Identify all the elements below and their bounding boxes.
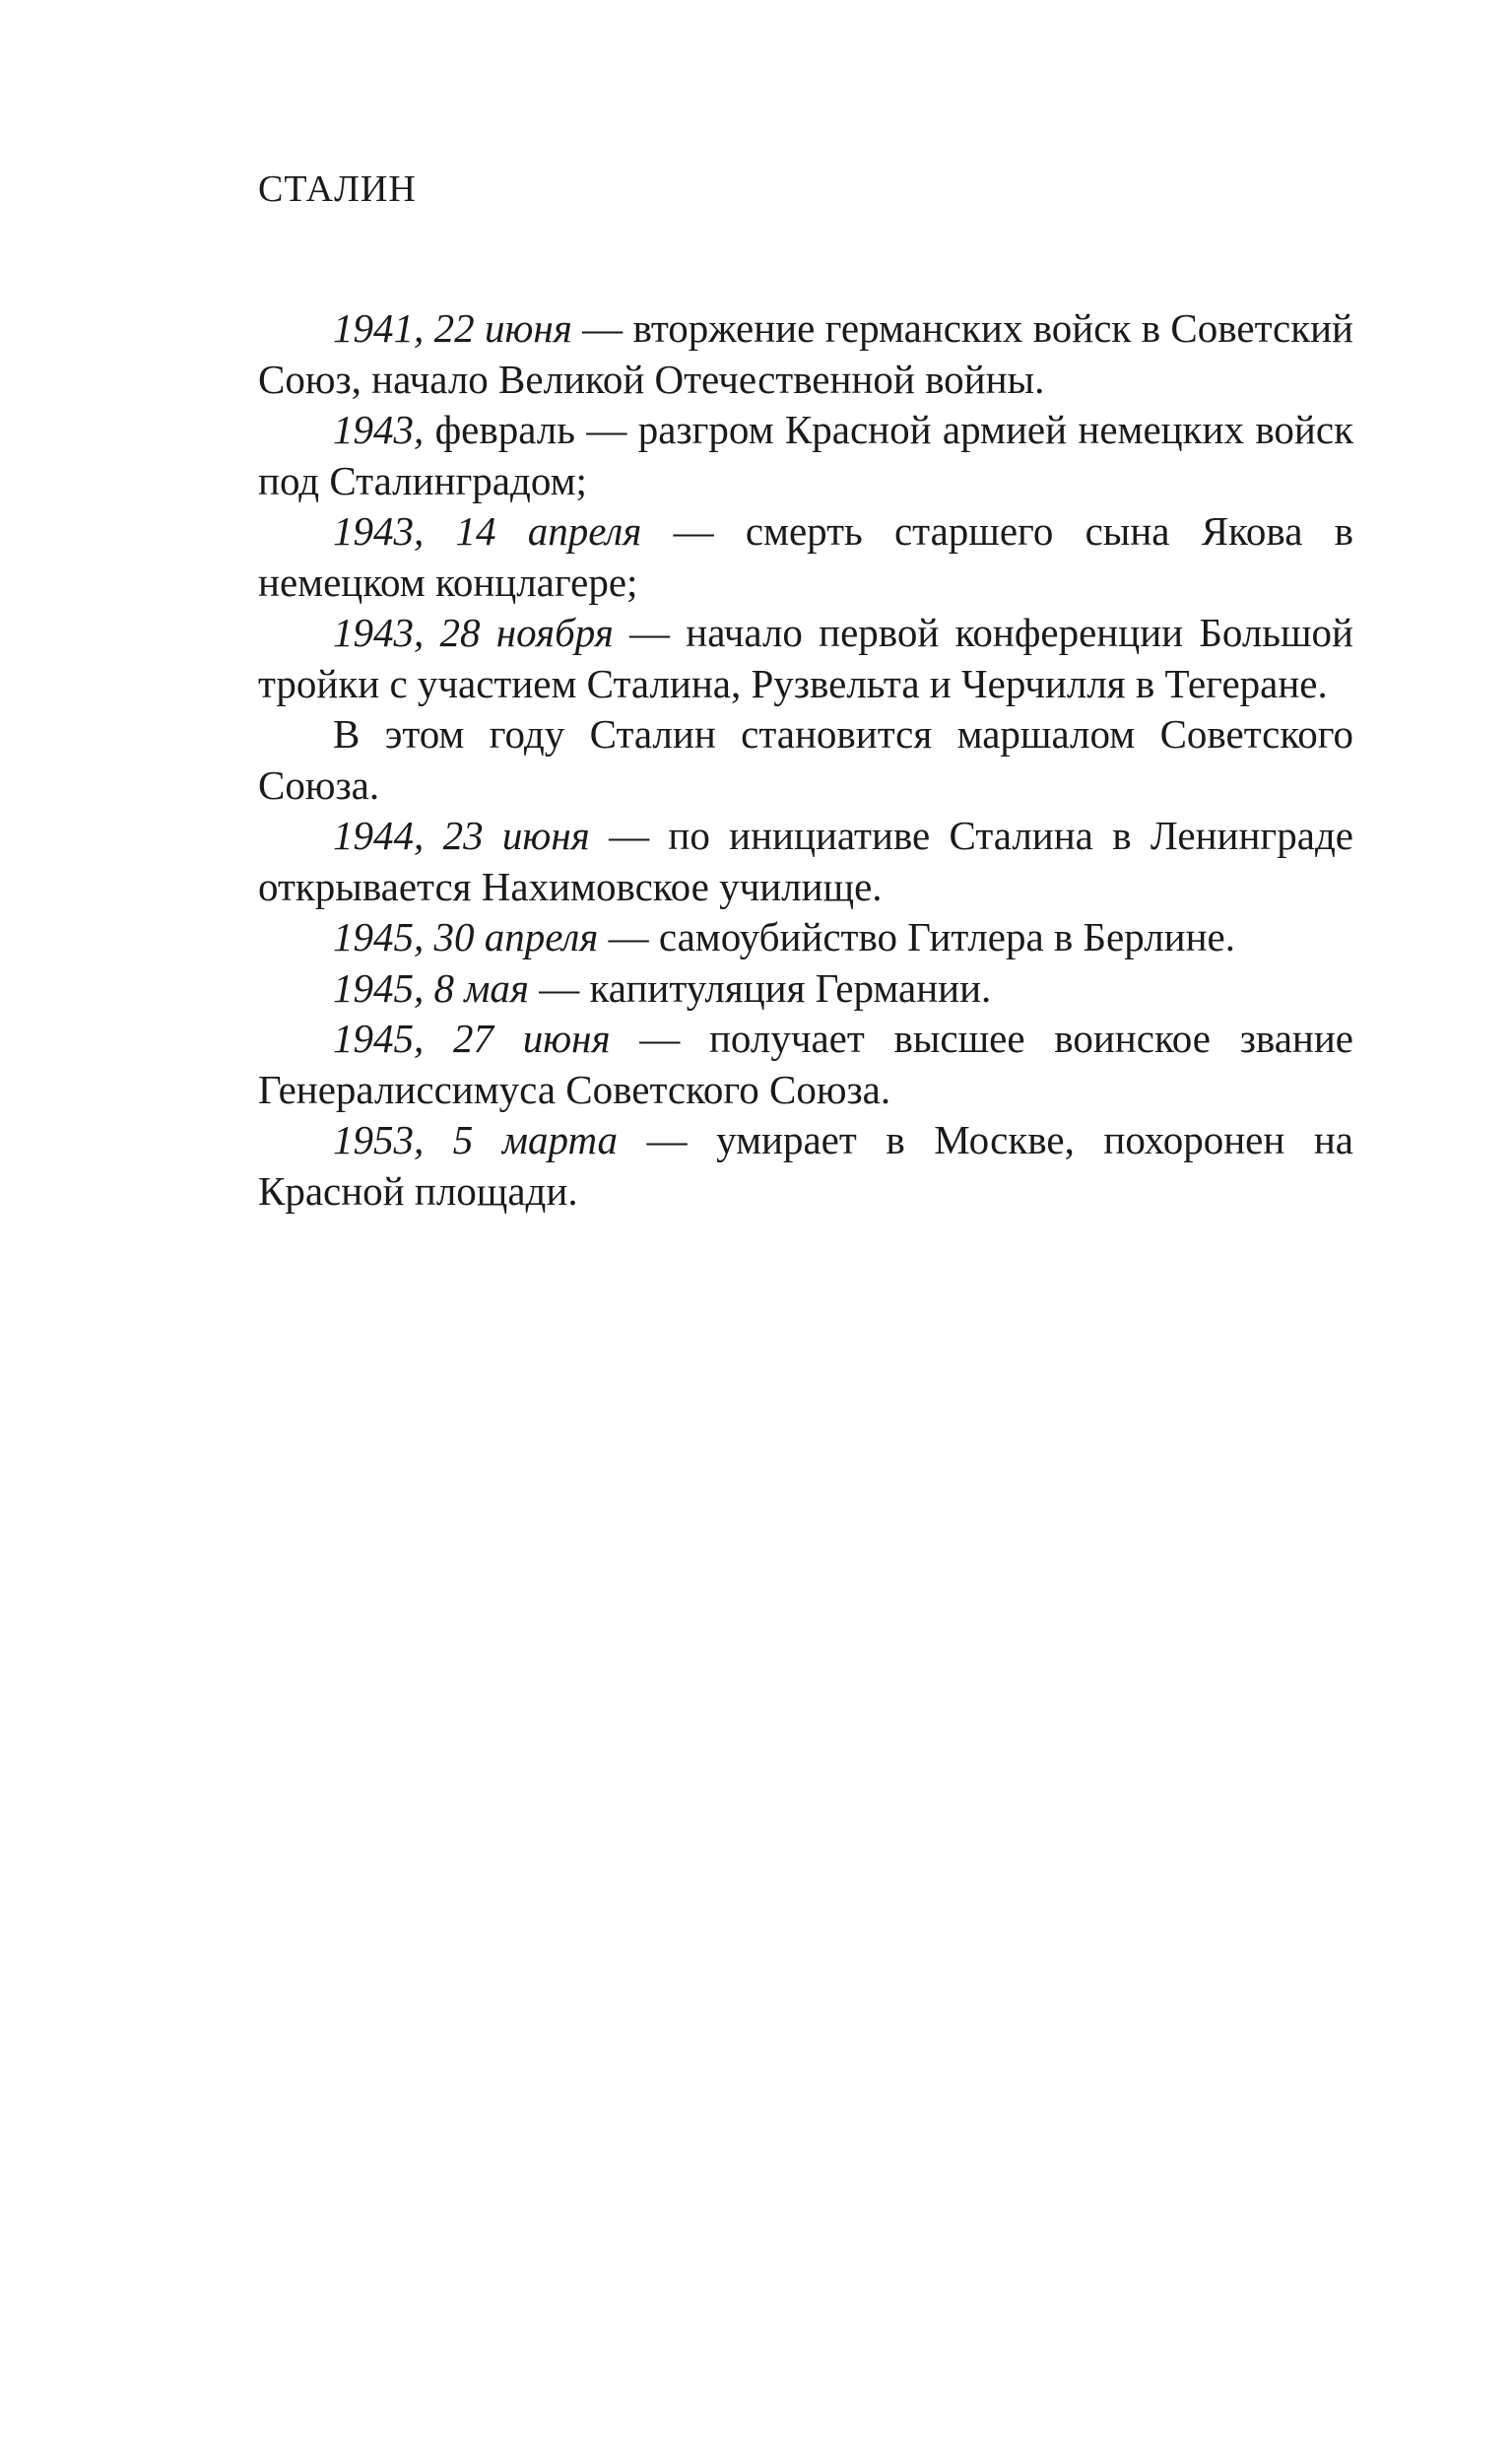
entry-date: 1941, 22 июня — [333, 305, 572, 351]
entry-date: 1943, — [333, 407, 425, 452]
chronology-entry — [258, 811, 1353, 912]
chronology-entry — [258, 963, 1353, 1015]
running-head: СТАЛИН — [258, 168, 417, 210]
entry-date: 1953, 5 марта — [333, 1117, 619, 1162]
entry-text: — умирает в Москве, похоронен на Красной площади. — [258, 1117, 1353, 1214]
entry-text: В этом году Сталин становится маршалом Советского Союза. — [258, 711, 1353, 808]
entry-date: 1943, 28 ноября — [333, 610, 614, 655]
entry-date: 1945, 8 мая — [333, 964, 529, 1011]
entry-text: — капитуляция Германии. — [528, 964, 992, 1011]
chronology-entry — [258, 303, 1353, 405]
chronology-entry — [258, 1115, 1353, 1217]
chronology-entry — [258, 405, 1353, 506]
chronology-entry — [258, 506, 1353, 608]
entry-date: 1943, 14 апреля — [333, 508, 642, 554]
entry-text: — вторжение германских войск в Советский Союз, начало Великой Отечественной войны. — [258, 305, 1353, 402]
chronology-entry — [258, 912, 1353, 963]
chronology-entry — [258, 608, 1353, 709]
entry-text: — самоубийство Гитлера в Берлине. — [598, 914, 1235, 959]
entry-date: 1945, 27 июня — [333, 1016, 611, 1061]
chronology-entry — [258, 1014, 1353, 1115]
entry-text: — получает высшее воинское звание Генералиссимуса Советского Союза. — [258, 1016, 1353, 1112]
entry-text: — смерть старшего сына Якова в немецком концлагере; — [258, 508, 1353, 605]
entry-text: — начало первой конференции Большой тройки с участием Сталина, Рузвельта и Черчилля в Тегеране. — [258, 610, 1354, 706]
chronology-entry — [258, 709, 1353, 811]
entry-date: 1944, 23 июня — [333, 813, 590, 858]
entry-text: февраль — разгром Красной армией немецких войск под Сталинградом; — [258, 407, 1353, 503]
entry-date: 1945, 30 апреля — [333, 914, 599, 959]
entry-text: — по инициативе Сталина в Ленинграде открывается Нахимовское училище. — [258, 813, 1354, 909]
chronology — [258, 303, 1353, 1217]
